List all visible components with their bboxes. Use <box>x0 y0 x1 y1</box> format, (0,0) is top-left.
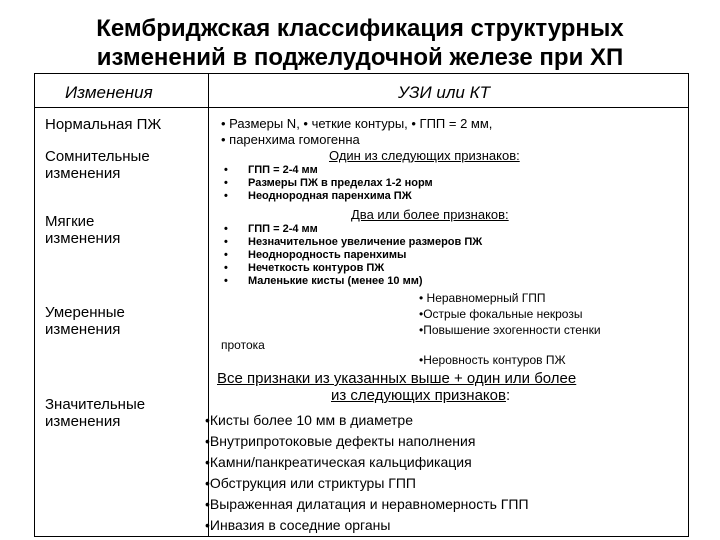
normal-line-1: • Размеры N, • четкие контуры, • ГПП = 2 мм, <box>221 116 493 131</box>
mild-item: • Нечеткость контуров ПЖ <box>224 262 385 274</box>
doubtful-heading: Один из следующих признаков: <box>329 148 520 163</box>
severe-item: •Обструкция или стриктуры ГПП <box>205 475 416 491</box>
doubtful-item: • ГПП = 2-4 мм <box>224 164 318 176</box>
label-doubtful-line1: Сомнительные <box>45 148 150 165</box>
label-normal: Нормальная ПЖ <box>45 116 162 133</box>
label-severe-line2: изменения <box>45 413 121 430</box>
doubtful-item-text: Неоднородная паренхима ПЖ <box>248 190 412 202</box>
label-moderate <box>45 304 125 338</box>
label-severe-line1: Значительные <box>45 396 146 413</box>
label-severe <box>45 396 145 430</box>
mild-item: • Маленькие кисты (менее 10 мм) <box>224 275 423 287</box>
doubtful-item-text: Размеры ПЖ в пределах 1-2 норм <box>248 177 433 189</box>
classification-table <box>34 73 689 537</box>
severe-item: •Кисты более 10 мм в диаметре <box>205 412 414 428</box>
moderate-item-last: •Неровность контуров ПЖ <box>419 353 566 367</box>
doubtful-item: • Неоднородная паренхима ПЖ <box>224 190 412 202</box>
severe-heading-line1: Все признаки из указанных выше + один или более <box>217 370 577 387</box>
mild-item-text: Маленькие кисты (менее 10 мм) <box>248 275 423 287</box>
moderate-item: •Повышение эхогенности стенки <box>419 323 601 337</box>
severe-item: •Внутрипротоковые дефекты наполнения <box>205 433 476 449</box>
header-changes: Изменения <box>65 83 153 102</box>
mild-item: • ГПП = 2-4 мм <box>224 223 318 235</box>
mild-heading: Два или более признаков: <box>351 207 509 222</box>
severe-item: •Выраженная дилатация и неравномерность ГПП <box>205 496 529 512</box>
label-mild <box>45 213 120 247</box>
label-mild-line1: Мягкие <box>45 213 95 230</box>
severe-item: •Инвазия в соседние органы <box>205 517 391 533</box>
label-doubtful-line2: изменения <box>45 165 121 182</box>
mild-item-text: Неоднородность паренхимы <box>248 249 407 261</box>
moderate-item: • Неравномерный ГПП <box>419 291 546 305</box>
title-line-2: изменений в поджелудочной железе при ХП <box>96 44 624 71</box>
label-doubtful <box>45 148 150 182</box>
mild-item-text: Нечеткость контуров ПЖ <box>248 262 385 274</box>
mild-item-text: ГПП = 2-4 мм <box>248 223 318 235</box>
label-mild-line2: изменения <box>45 230 121 247</box>
severe-heading-line2-text: из следующих признаков <box>331 387 506 404</box>
mild-item: • Неоднородность паренхимы <box>224 249 407 261</box>
label-moderate-line1: Умеренные <box>45 304 125 321</box>
mild-item: • Незначительное увеличение размеров ПЖ <box>224 236 483 248</box>
doubtful-item-text: ГПП = 2-4 мм <box>248 164 318 176</box>
title-line-1: Кембриджская классификация структурных <box>96 15 624 42</box>
moderate-wrap: протока <box>221 338 265 352</box>
severe-heading-line2 <box>331 387 510 405</box>
doubtful-item: • Размеры ПЖ в пределах 1-2 норм <box>224 177 433 189</box>
slide-title <box>0 14 720 72</box>
mild-item-text: Незначительное увеличение размеров ПЖ <box>248 236 483 248</box>
normal-line-2: • паренхима гомогенна <box>221 132 360 147</box>
severe-item: •Камни/панкреатическая кальцификация <box>205 454 472 470</box>
severe-heading-suffix: : <box>505 387 511 404</box>
header-us-ct: УЗИ или КТ <box>398 83 490 102</box>
label-moderate-line2: изменения <box>45 321 121 338</box>
header-divider <box>35 107 688 108</box>
moderate-item: •Острые фокальные некрозы <box>419 307 583 321</box>
